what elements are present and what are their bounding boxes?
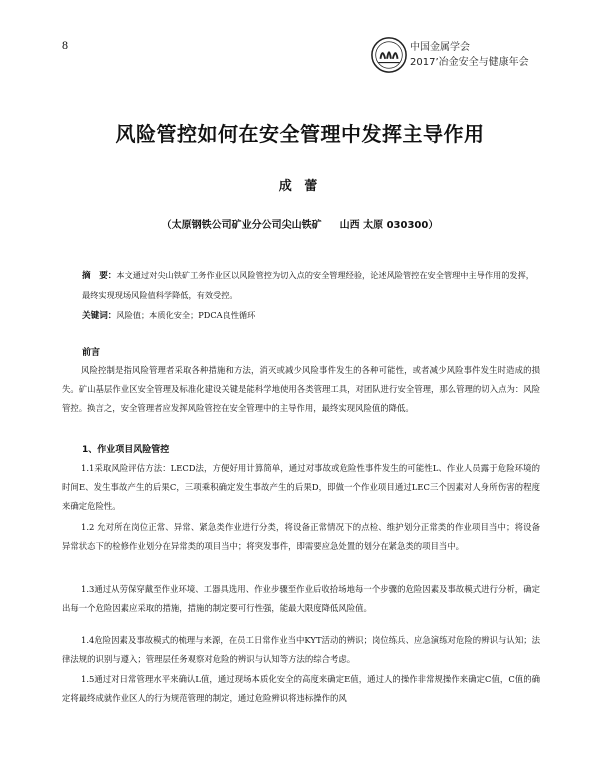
affiliation-org: （太原钢铁公司矿业分公司尖山铁矿 bbox=[161, 220, 322, 231]
paper-title: 风险管控如何在安全管理中发挥主导作用 bbox=[115, 122, 485, 146]
preface-heading: 前言 bbox=[82, 348, 101, 358]
page-number: 8 bbox=[62, 38, 68, 52]
conference-org: 中国金属学会 bbox=[410, 42, 470, 53]
preface-paragraph: 风险控制是指风险管理者采取各种措施和方法，消灭或减少风险事件发生的各种可能性，或者减少风险事件发生时造成的损失。矿山基层作业区安全管理及标准化建设关键是能科学地使用各类管理工具，对团队进行安全管理，那么管理的切入点为：风险管控。换言之，安全管理者应发挥风险管控在安全管理中的主导作用，最终实现风险值的降低。 bbox=[62, 365, 540, 414]
conference-name: 2017’冶金安全与健康年会 bbox=[410, 57, 529, 68]
abstract bbox=[82, 266, 540, 305]
conference-logo-icon bbox=[370, 36, 408, 74]
conference-header bbox=[410, 40, 529, 70]
affiliation-location: 山西 太原 030300） bbox=[339, 220, 439, 231]
paragraph-1-2: 1.2 允对所在岗位正常、异常、紧急类作业进行分类，将设备正常情况下的点检、维护划分正常类的作业项目当中；将设备异常状态下的检修作业划分在异常类的项目当中；将突发事件，即需要应急处置的划分在紧急类的项目当中。 bbox=[62, 522, 540, 552]
paragraph-1-3: 1.3通过从劳保穿戴至作业环境、工器具选用、作业步骤至作业后收拾场地每一个步骤的危险因素及事故模式进行分析，确定出每一个危险因素应采取的措施，措施的制定要可行性强，能最大限度降低风险值。 bbox=[62, 584, 540, 614]
keywords bbox=[82, 306, 540, 326]
keywords-label: 关键词： bbox=[82, 311, 117, 321]
paragraph-1-1: 1.1采取风险评估方法：LECD法，方便好用计算简单，通过对事故或危险性事件发生的可能性L、作业人员露于危险环境的时间E、发生事故产生的后果C，三项乘积确定发生事故产生的后果D，即做一个作业项目通过LEC三个因素对人身所伤害的程度来确定危险性。 bbox=[62, 463, 540, 512]
author-name: 成 蕾 bbox=[278, 179, 322, 194]
section-1-heading: 1、作业项目风险管控 bbox=[82, 445, 170, 455]
affiliation bbox=[0, 216, 600, 231]
paragraph-1-5: 1.5通过对日常管理水平来确认L值，通过现场本质化安全的高度来确定E值，通过人的操作非常规操作来确定C值，C值的确定将最终成就作业区人的行为规范管理的制定，通过危险辨识将违标操作的风 bbox=[62, 674, 540, 704]
abstract-text: 本文通过对尖山铁矿工务作业区以风险管控为切入点的安全管理经验，论述风险管控在安全管理中主导作用的发挥，最终实现现场风险值科学降低，有效受控。 bbox=[82, 270, 534, 300]
paragraph-1-4: 1.4危险因素及事故模式的梳理与来源，在员工日常作业当中KYT活动的辨识；岗位练兵、应急演练对危险的辨识与认知；法律法规的识别与遵入；管理层任务观察对危险的辨识与认知等方法的综合考虑。 bbox=[62, 635, 540, 665]
keywords-text: 风险值；本质化安全；PDCA良性循环 bbox=[116, 310, 256, 320]
abstract-label: 摘 要： bbox=[82, 271, 117, 281]
